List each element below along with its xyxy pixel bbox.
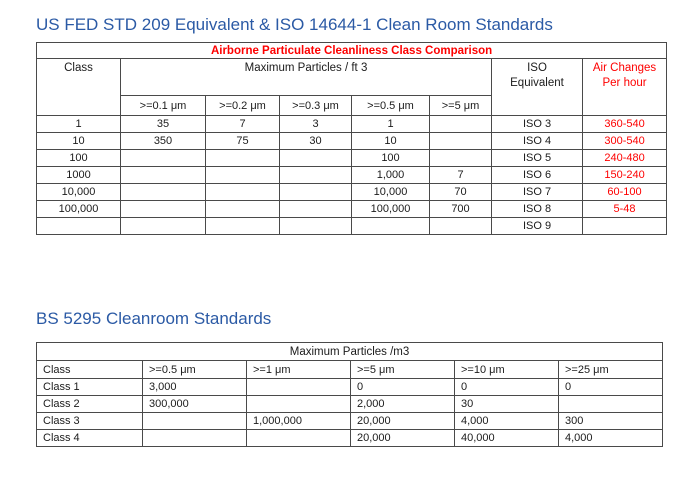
table-cell — [206, 167, 280, 184]
table-cell: 1 — [352, 116, 430, 133]
table-header-row — [37, 59, 667, 96]
table-cell: 35 — [121, 116, 206, 133]
col-header-0.5um: >=0.5 μm — [143, 361, 247, 379]
table-cell: 0 — [559, 379, 663, 396]
col-header-10um: >=10 μm — [455, 361, 559, 379]
table-cell: 10 — [352, 133, 430, 150]
table-cell: 100,000 — [352, 201, 430, 218]
table-row — [37, 150, 667, 167]
table-cell: 60-100 — [583, 184, 667, 201]
col-subheader-5um: >=5 μm — [430, 96, 492, 116]
table-cell: ISO 7 — [492, 184, 583, 201]
table-cell: 75 — [206, 133, 280, 150]
table-cell: 7 — [430, 167, 492, 184]
table-row — [37, 413, 663, 430]
col-header-5um: >=5 μm — [351, 361, 455, 379]
table-cell: 100 — [352, 150, 430, 167]
table-cell — [352, 218, 430, 235]
table-cell: 1 — [37, 116, 121, 133]
table-cell: 7 — [206, 116, 280, 133]
table-cell: 300-540 — [583, 133, 667, 150]
table-cell: 240-480 — [583, 150, 667, 167]
fed-std-table — [36, 42, 667, 235]
air-header-line2: Per hour — [602, 77, 647, 89]
table-cell: 30 — [455, 396, 559, 413]
table-cell: 20,000 — [351, 430, 455, 447]
table-cell: 300 — [559, 413, 663, 430]
table-cell — [121, 184, 206, 201]
table-cell — [583, 218, 667, 235]
table-row — [37, 116, 667, 133]
table-cell: 360-540 — [583, 116, 667, 133]
table-cell: 0 — [351, 379, 455, 396]
table-row — [37, 430, 663, 447]
table-cell: 30 — [280, 133, 352, 150]
table-cell — [280, 184, 352, 201]
table-cell: ISO 9 — [492, 218, 583, 235]
col-subheader-0.1um: >=0.1 μm — [121, 96, 206, 116]
table-cell: Class 3 — [37, 413, 143, 430]
table-cell: 70 — [430, 184, 492, 201]
table-row — [37, 396, 663, 413]
table-row — [37, 218, 667, 235]
table-cell: 10,000 — [37, 184, 121, 201]
table-cell — [121, 167, 206, 184]
table-row — [37, 167, 667, 184]
table-cell — [206, 218, 280, 235]
table-cell — [430, 218, 492, 235]
table-cell — [559, 396, 663, 413]
table-cell — [430, 133, 492, 150]
table-cell: 2,000 — [351, 396, 455, 413]
table-row — [37, 184, 667, 201]
table-cell — [121, 218, 206, 235]
table-cell: 4,000 — [559, 430, 663, 447]
table-cell: 1000 — [37, 167, 121, 184]
table-cell: 40,000 — [455, 430, 559, 447]
col-header-max-particles: Maximum Particles / ft 3 — [121, 59, 492, 96]
table-cell — [121, 201, 206, 218]
table-cell: 10 — [37, 133, 121, 150]
section1-title: US FED STD 209 Equivalent & ISO 14644-1 Clean Room Standards — [36, 15, 553, 34]
table-cell: 350 — [121, 133, 206, 150]
table-cell — [280, 218, 352, 235]
table-cell: ISO 6 — [492, 167, 583, 184]
table-cell: 10,000 — [352, 184, 430, 201]
col-header-iso-equivalent — [492, 59, 583, 116]
col-subheader-0.5um: >=0.5 μm — [352, 96, 430, 116]
table-cell: ISO 3 — [492, 116, 583, 133]
col-header-1um: >=1 μm — [247, 361, 351, 379]
table-cell — [121, 150, 206, 167]
table-cell: 300,000 — [143, 396, 247, 413]
table-cell — [430, 150, 492, 167]
table-caption-row — [37, 343, 663, 361]
table-cell: ISO 5 — [492, 150, 583, 167]
table-cell — [143, 430, 247, 447]
table-cell: 4,000 — [455, 413, 559, 430]
table-caption-row — [37, 43, 667, 59]
iso-header-line1: ISO — [527, 62, 547, 74]
table-cell — [280, 201, 352, 218]
table-cell — [247, 396, 351, 413]
table-cell — [247, 430, 351, 447]
table-cell: Class 4 — [37, 430, 143, 447]
table-row — [37, 201, 667, 218]
section2-title: BS 5295 Cleanroom Standards — [36, 309, 272, 328]
table-cell — [206, 201, 280, 218]
col-subheader-0.3um: >=0.3 μm — [280, 96, 352, 116]
col-header-class: Class — [37, 361, 143, 379]
table-cell: 5-48 — [583, 201, 667, 218]
col-header-air-changes — [583, 59, 667, 116]
air-header-line1: Air Changes — [592, 62, 657, 74]
table-cell: 20,000 — [351, 413, 455, 430]
table-cell: ISO 4 — [492, 133, 583, 150]
col-header-25um: >=25 μm — [559, 361, 663, 379]
table-header-row — [37, 361, 663, 379]
table-cell: 150-240 — [583, 167, 667, 184]
col-subheader-0.2um: >=0.2 μm — [206, 96, 280, 116]
table-cell: 100,000 — [37, 201, 121, 218]
table-cell: 100 — [37, 150, 121, 167]
table-cell — [430, 116, 492, 133]
iso-header-line2: Equivalent — [510, 77, 564, 89]
table-row — [37, 133, 667, 150]
table-cell — [280, 150, 352, 167]
table-cell: 3,000 — [143, 379, 247, 396]
table-cell — [206, 184, 280, 201]
table-cell: ISO 8 — [492, 201, 583, 218]
table-cell — [143, 413, 247, 430]
table-cell: 1,000,000 — [247, 413, 351, 430]
table-cell: Class 2 — [37, 396, 143, 413]
table-row — [37, 379, 663, 396]
table1-caption: Airborne Particulate Cleanliness Class Comparison — [37, 43, 667, 59]
table2-caption: Maximum Particles /m3 — [37, 343, 663, 361]
table-cell: Class 1 — [37, 379, 143, 396]
col-header-class: Class — [37, 59, 121, 116]
table-cell — [247, 379, 351, 396]
table-cell: 700 — [430, 201, 492, 218]
table-cell — [37, 218, 121, 235]
bs-5295-table — [36, 342, 663, 447]
table-cell: 0 — [455, 379, 559, 396]
table-cell — [280, 167, 352, 184]
table-cell — [206, 150, 280, 167]
table-cell: 1,000 — [352, 167, 430, 184]
table-cell: 3 — [280, 116, 352, 133]
